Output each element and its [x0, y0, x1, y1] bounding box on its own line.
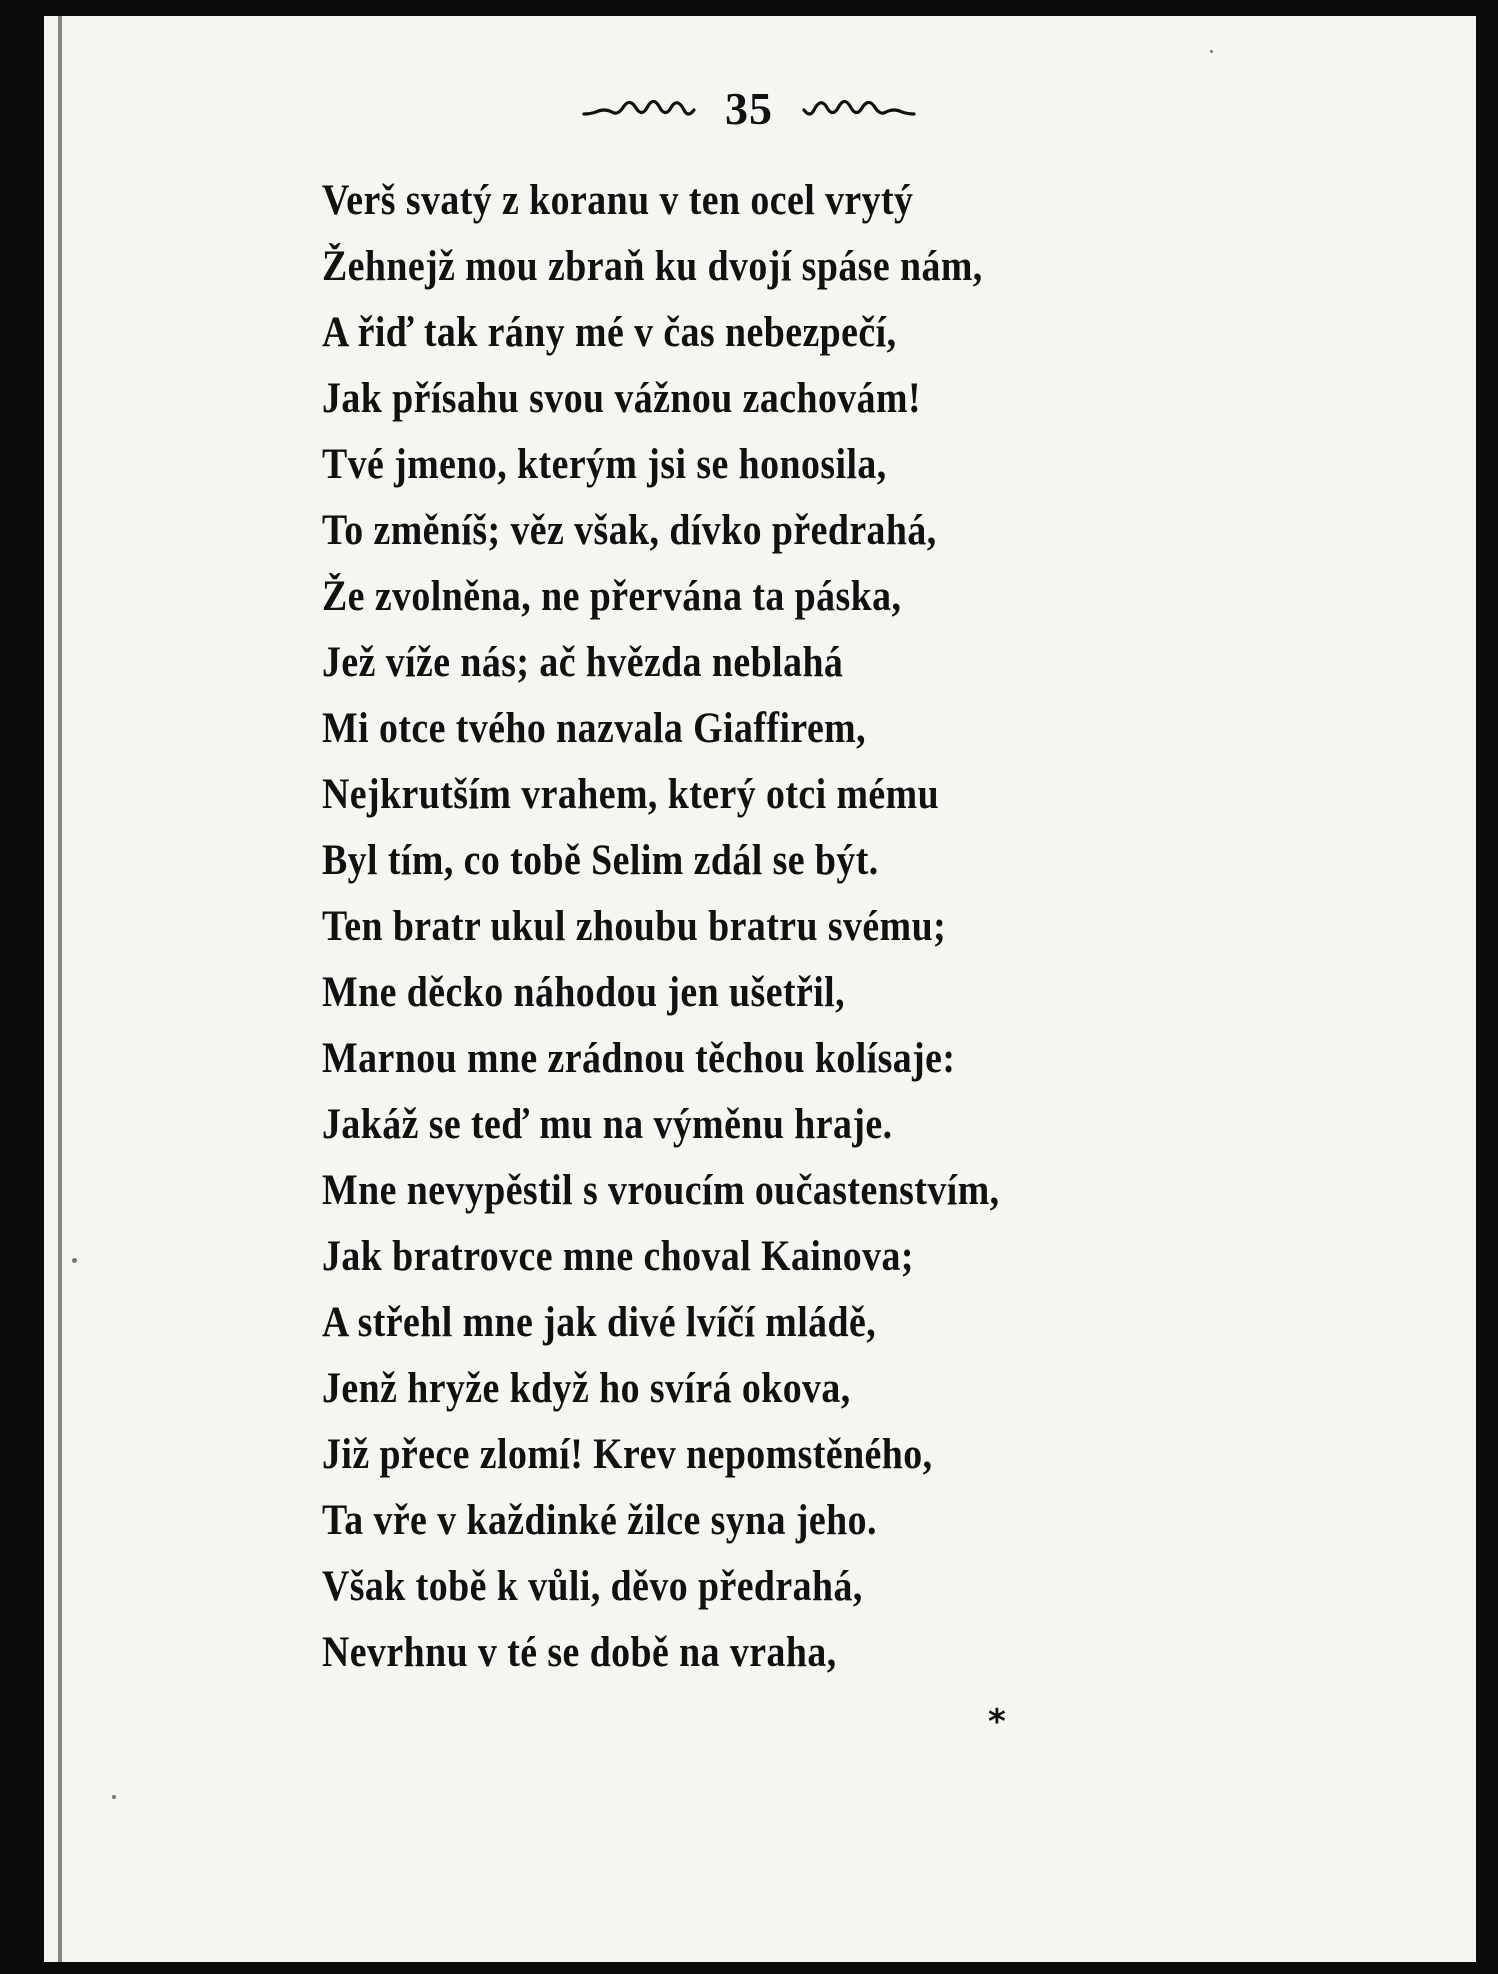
right-flourish-ornament [796, 94, 916, 124]
verse-line: Že zvolněna, ne přervána ta páska, [322, 573, 902, 620]
verse-line: Nevrhnu v té se době na vraha, [322, 1629, 837, 1676]
verse-line: Verš svatý z koranu v ten ocel vrytý [322, 177, 914, 224]
scan-speck [72, 1258, 77, 1263]
verse-line: Jak přísahu svou vážnou zachovám! [322, 375, 922, 422]
verse-line: Jak bratrovce mne choval Kainova; [322, 1233, 914, 1280]
scan-speck [112, 1795, 116, 1799]
verse-line: Již přece zlomí! Krev nepomstěného, [322, 1431, 933, 1478]
verse-line: Jenž hryže když ho svírá okova, [322, 1365, 851, 1412]
verse-line: Mne děcko náhodou jen ušetřil, [322, 969, 846, 1016]
verse-line: Mi otce tvého nazvala Giaffirem, [322, 705, 867, 752]
scan-speck [1210, 50, 1213, 53]
verse-line: Ta vře v každinké žilce syna jeho. [322, 1497, 877, 1544]
verse-line: Žehnejž mou zbraň ku dvojí spáse nám, [322, 243, 983, 290]
verse-line: Marnou mne zrádnou těchou kolísaje: [322, 1035, 956, 1082]
verse-line: Byl tím, co tobě Selim zdál se být. [322, 837, 879, 884]
verse-line: Nejkrutším vrahem, který otci mému [322, 771, 940, 818]
binding-edge [58, 16, 62, 1962]
left-flourish-ornament [582, 94, 702, 124]
poem-text [322, 168, 1322, 1686]
verse-line: Tvé jmeno, kterým jsi se honosila, [322, 441, 887, 488]
verse-line: Mne nevypěstil s vroucím oučastenstvím, [322, 1167, 1000, 1214]
verse-line: To změníš; věz však, dívko předrahá, [322, 507, 937, 554]
verse-line: Jakáž se teď mu na výměnu hraje. [322, 1101, 893, 1148]
page-number: 35 [725, 83, 773, 134]
verse-line: Jež víže nás; ač hvězda neblahá [322, 639, 844, 686]
signature-mark: * [988, 1702, 1006, 1742]
verse-line: Ten bratr ukul zhoubu bratru svému; [322, 903, 947, 950]
page-header [0, 82, 1498, 142]
verse-line: A střehl mne jak divé lvíčí mládě, [322, 1299, 877, 1346]
verse-line: Však tobě k vůli, děvo předrahá, [322, 1563, 863, 1610]
verse-line: A řiď tak rány mé v čas nebezpečí, [322, 309, 897, 356]
